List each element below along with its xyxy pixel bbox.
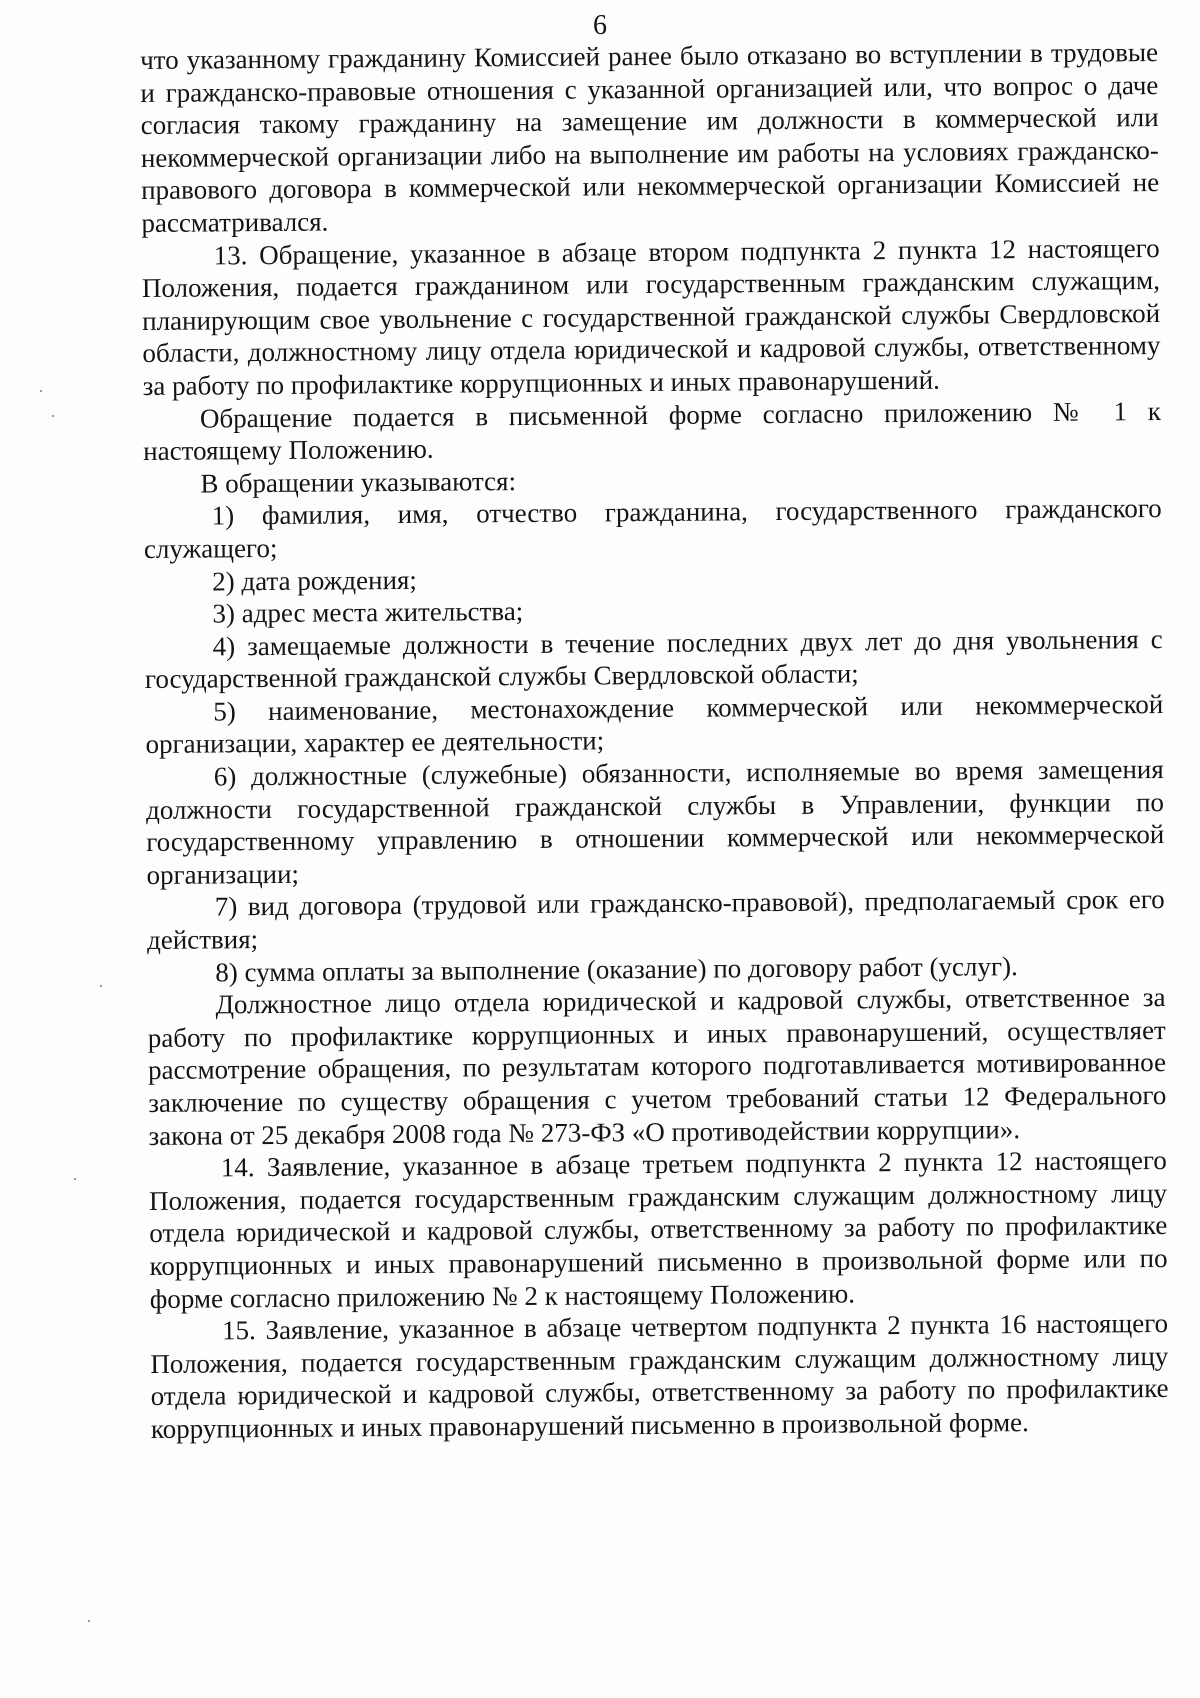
list-item-5: 5) наименование, местонахождение коммерческой или некоммерческой организации, характер ее деятельности; [145,688,1164,760]
paragraph-item-14: 14. Заявление, указанное в абзаце третьем подпункта 2 пункта 12 настоящего Положения, подается государственным гражданским служащим должностному лицу отдела юридической и кадровой службы, ответственному за работу по профилактике коррупционных и иных правонарушений письменно в произвольной форме или по форме согласно приложению № 2 к настоящему Положению. [148,1145,1168,1314]
list-item-1: 1) фамилия, имя, отчество гражданина, государственного гражданского служащего; [143,493,1162,564]
scan-speck [100,985,102,987]
page-number: 6 [593,10,607,41]
scan-speck [88,1620,90,1622]
document-body [140,36,1169,1445]
paragraph-form-requirement: Обращение подается в письменной форме согласно приложению № 1 к настоящему Положению. [143,395,1162,467]
scan-speck [52,415,54,417]
list-item-7: 7) вид договора (трудовой или гражданско-правовой), предполагаемый срок его действия; [146,884,1165,956]
scan-speck [74,1178,76,1180]
paragraph-official-review: Должностное лицо отдела юридической и кадровой службы, ответственное за работу по профилактике коррупционных и иных правонарушений, осуществляет рассмотрение обращения, по результатам которого подготавливается мотивированное заключение по существу обращения с учетом требований статьи 12 Федерального закона от 25 декабря 2008 года № 273-ФЗ «О противодействии коррупции». [147,982,1167,1151]
scan-speck [40,390,42,392]
list-item-6: 6) должностные (служебные) обязанности, исполняемые во время замещения должности государственной гражданской службы в Управлении, функции по государственному управлению в отношении коммерческой или некоммерческой организации; [145,754,1165,890]
paragraph-list-intro: В обращении указываются: [200,465,517,499]
paragraph-item-15: 15. Заявление, указанное в абзаце четвертом подпункта 2 пункта 16 настоящего Положения, подается государственным гражданским служащим должностному лицу отдела юридической и кадровой службы, ответственному за работу по профилактике коррупционных и иных правонарушений письменно в произвольной форме. [150,1308,1169,1444]
paragraph-item-13: 13. Обращение, указанное в абзаце втором подпункта 2 пункта 12 настоящего Положения, подается гражданином или государственным гражданским служащим, планирующим свое увольнение с государственной гражданской службы Свердловской области, должностному лицу отдела юридической и кадровой службы, ответственному за работу по профилактике коррупционных и иных правонарушений. [141,232,1161,401]
list-item-2: 2) дата рождения; [212,564,417,596]
paragraph-continuation: что указанному гражданину Комиссией ранее было отказано во вступлении в трудовые и гражданско-правовые отношения с указанной организацией или, что вопрос о даче согласия такому гражданину на замещение им должности в коммерческой или некоммерческой организации либо на выполнение им работы на условиях гражданско-правового договора в коммерческой или некоммерческой организации Комиссией не рассматривался. [140,37,1160,238]
list-item-8: 8) сумма оплаты за выполнение (оказание) по договору работ (услуг). [215,950,1018,988]
list-item-4: 4) замещаемые должности в течение последних двух лет до дня увольнения с государственной гражданской службы Свердловской области; [144,623,1163,695]
list-item-3: 3) адрес места жительства; [212,596,524,629]
